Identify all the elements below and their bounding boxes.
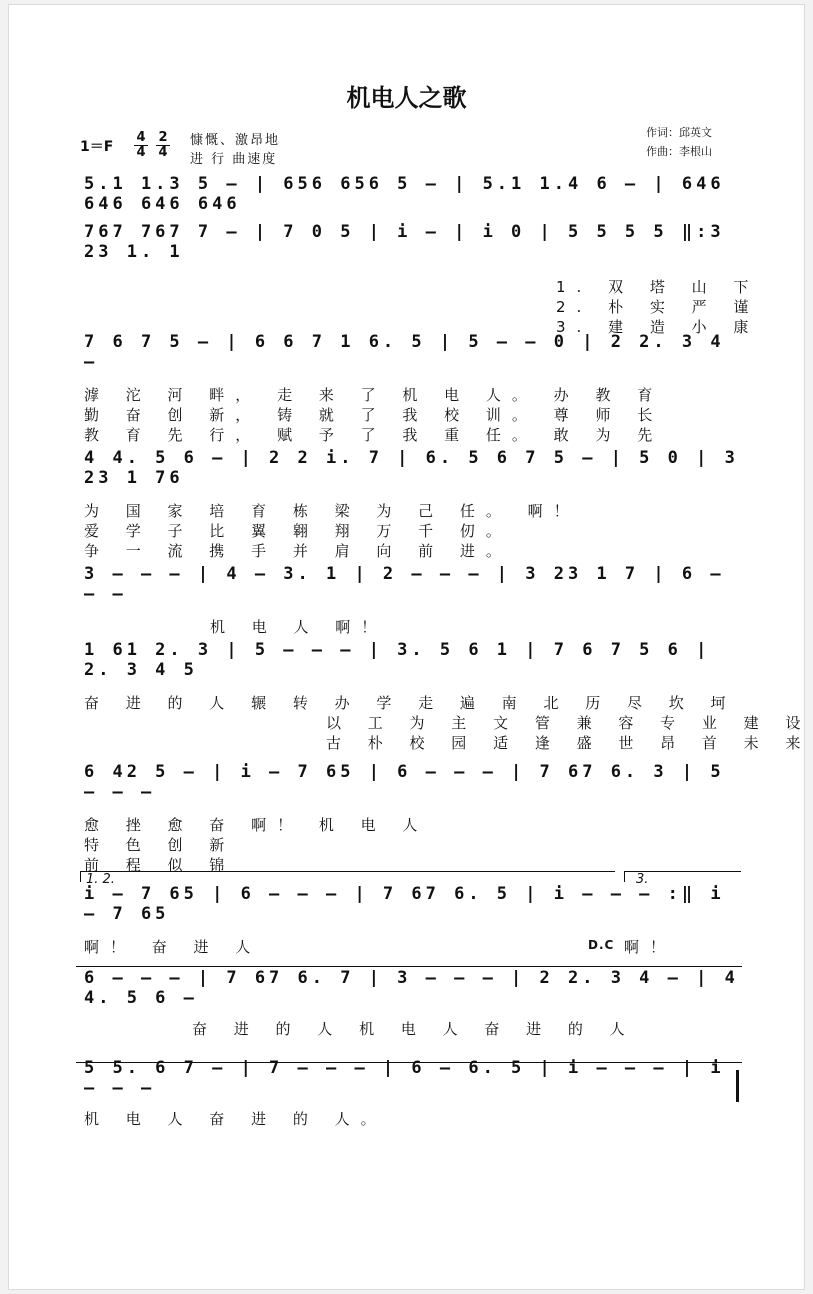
- lyric-verse-1: 奋 进 的 人 机 电 人 奋 进 的 人: [192, 1020, 636, 1038]
- lyric-verse-1: 啊！ 奋 进 人: [84, 938, 262, 956]
- notation: 4 4. 5 6 – | 2 2 i. 7 | 6. 5 6 7 5 – | 5 0 | 3 23 1 76: [84, 448, 739, 488]
- lyric-verse-2: 特 色 创 新: [84, 836, 236, 854]
- volta-bracket-1: [80, 871, 615, 882]
- system-rule: [76, 1062, 742, 1063]
- volta-label-2: 3.: [636, 872, 649, 887]
- lyric-verse-3: 古 朴 校 园 适 逢 盛 世 昂 首 未 来: [326, 734, 812, 752]
- score-line-1: [80, 174, 742, 218]
- lyric-verse-1: 愈 挫 愈 奋 啊！ 机 电 人: [84, 816, 429, 834]
- meter-numerator: 2: [156, 131, 170, 146]
- notation: 7 6 7 5 – | 6 6 7 1 6. 5 | 5 – – 0 | 2 2. 3 4 –: [84, 332, 725, 372]
- lyric-verse-1: 为 国 家 培 育 栋 梁 为 己 任。 啊！: [84, 502, 580, 520]
- lyric-verse-1: 机 电 人 啊！: [210, 618, 388, 636]
- notation: 1 61 2. 3 | 5 – – – | 3. 5 6 1 | 7 6 7 5 6 | 2. 3 4 5: [84, 640, 711, 680]
- song-title: 机电人之歌: [346, 83, 467, 112]
- lyric-verse-1: 奋 进 的 人 辗 转 办 学 走 遍 南 北 历 尽 坎 坷: [84, 694, 737, 712]
- score-line-8: [80, 884, 742, 928]
- lyric-verse-1: 滹 沱 河 畔， 走 来 了 机 电 人。 办 教 育: [84, 386, 664, 404]
- score-line-7: [80, 762, 742, 806]
- system-rule: [76, 966, 742, 967]
- lyric-verse-3: 教 育 先 行， 赋 予 了 我 重 任。 敢 为 先: [84, 426, 664, 444]
- notation: 5.1 1.3 5 – | 656 656 5 – | 5.1 1.4 6 – | 646 646 646 646: [84, 174, 725, 214]
- verse-number-1: 1. 双 塔 山 下: [556, 278, 760, 296]
- da-capo-marking: D.C: [588, 938, 615, 952]
- final-barline: [736, 1070, 739, 1102]
- score-line-4: [80, 448, 742, 492]
- notation: 6 – – – | 7 67 6. 7 | 3 – – – | 2 2. 3 4 – | 4 4. 5 6 –: [84, 968, 739, 1008]
- score-line-10: [80, 1058, 742, 1102]
- tempo-marking-1: 慷慨、激昂地: [190, 133, 281, 148]
- lyric-verse-3: 争 一 流 携 手 并 肩 向 前 进。: [84, 542, 512, 560]
- lyric-verse-2: 爱 学 子 比 翼 翱 翔 万 千 仞。: [84, 522, 512, 540]
- lyricist-credit: 作词：邱英文: [646, 126, 712, 139]
- score-line-3: [80, 332, 742, 376]
- lyric-ending: 啊！: [624, 938, 677, 956]
- lyric-verse-2: 以 工 为 主 文 管 兼 容 专 业 建 设: [326, 714, 812, 732]
- lyric-verse-2: 勤 奋 创 新， 铸 就 了 我 校 训。 尊 师 长: [84, 406, 664, 424]
- composer-credit: 作曲：李根山: [646, 145, 712, 158]
- volta-label-1: 1. 2.: [86, 872, 115, 887]
- meter-denominator: 4: [136, 145, 146, 160]
- notation: 3 – – – | 4 – 3. 1 | 2 – – – | 3 23 1 7 | 6 – – –: [84, 564, 725, 604]
- tempo-marking-2: 进 行 曲速度: [190, 152, 278, 167]
- score-line-5: [80, 564, 742, 608]
- meter-numerator: 4: [134, 131, 148, 146]
- score-line-9: [80, 968, 742, 1012]
- lyric-verse-1: 机 电 人 奋 进 的 人。: [84, 1110, 387, 1128]
- notation: 6 42 5 – | i – 7 65 | 6 – – – | 7 67 6. 3 | 5 – – –: [84, 762, 725, 802]
- score-line-6: [80, 640, 742, 684]
- lyric-verse-3: 前 程 似 锦: [84, 856, 236, 874]
- score-line-2: [80, 222, 742, 266]
- verse-number-2: 2. 朴 实 严 谨: [556, 298, 760, 316]
- meter-denominator: 4: [158, 145, 168, 160]
- time-signature-4-4: [134, 131, 148, 160]
- notation: 767 767 7 – | 7 0 5 | i – | i 0 | 5 5 5 5 ‖:3 23 1. 1: [84, 222, 725, 262]
- verse-number-3: 3. 建 造 小 康: [556, 318, 760, 336]
- time-signature-2-4: [156, 131, 170, 160]
- notation: 5 5. 6 7 – | 7 – – – | 6 – 6. 5 | i – – – | i – – –: [84, 1058, 725, 1098]
- notation: i – 7 65 | 6 – – – | 7 67 6. 5 | i – – – :‖ i – 7 65: [84, 884, 725, 924]
- key-signature: 1＝F: [80, 139, 114, 155]
